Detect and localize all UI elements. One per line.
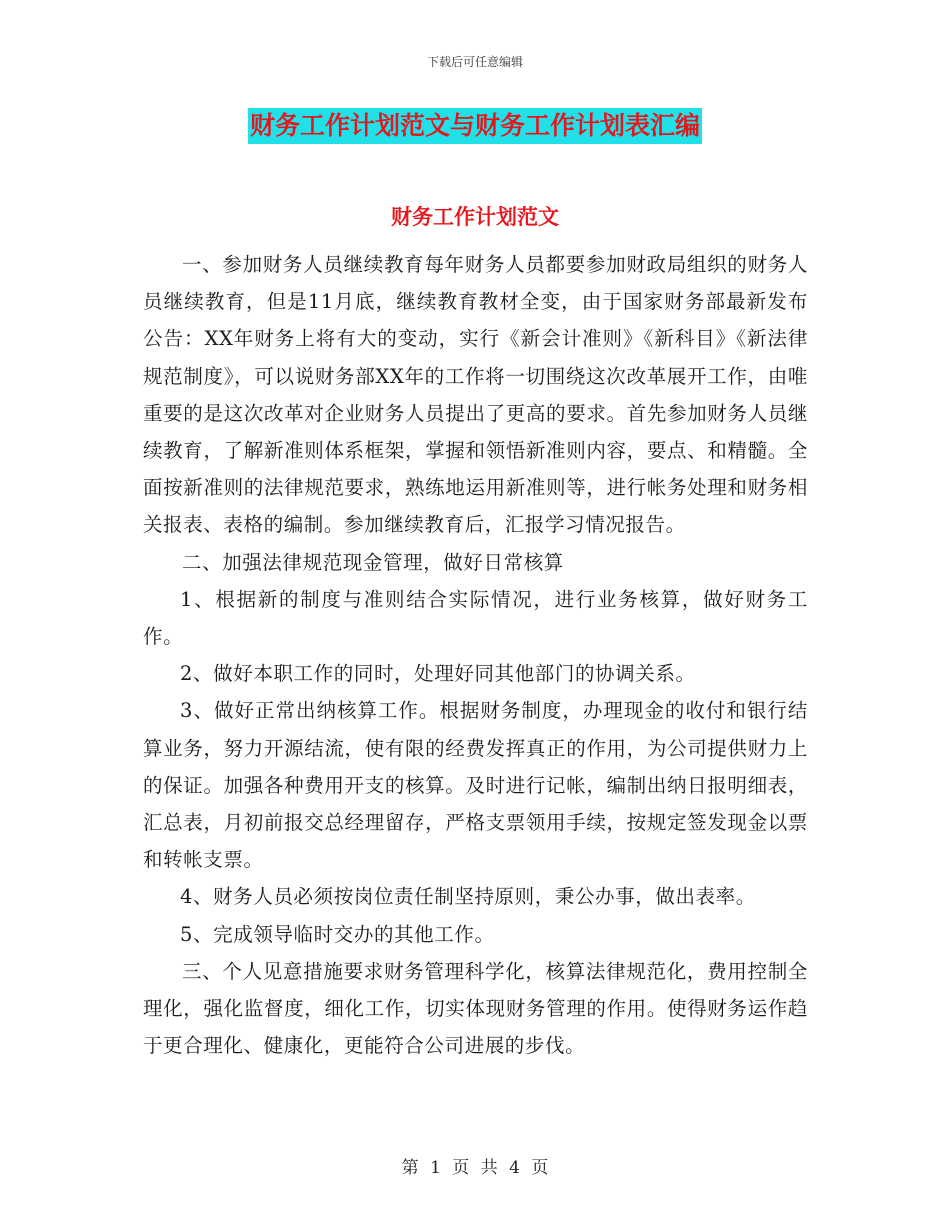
paragraph: 1、根据新的制度与准则结合实际情况，进行业务核算，做好财务工作。: [143, 587, 808, 649]
paragraph: 2、做好本职工作的同时，处理好同其他部门的协调关系。: [180, 662, 696, 686]
paragraph: 3、做好正常出纳核算工作。根据财务制度，办理现金的收付和银行结算业务，努力开源结流，使有限的经费发挥真正的作用，为公司提供财力上的保证。加强各种费用开支的核算。及时进行记帐，编制出纳日报明细表，汇总表，月初前报交总经理留存，严格支票领用手续，按规定签发现金以票和转帐支票。: [143, 699, 808, 872]
paragraph: 一、参加财务人员继续教育每年财务人员都要参加财政局组织的财务人员继续教育，但是11月底，继续教育教材全变，由于国家财务部最新发布公告：XX年财务上将有大的变动，实行《新会计准则》《新科目》《新法律规范制度》，可以说财务部XX年的工作将一切围绕这次改革展开工作，由唯重要的是这次改革对企业财务人员提出了更高的要求。首先参加财务人员继续教育，了解新准则体系框架，掌握和领悟新准则内容，要点、和精髓。全面按新准则的法律规范要求，熟练地运用新准则等，进行帐务处理和财务相关报表、表格的编制。参加继续教育后，汇报学习情况报告。: [143, 253, 808, 537]
main-title-container: [0, 108, 950, 144]
paragraph: 5、完成领导临时交办的其他工作。: [180, 922, 495, 946]
paragraph: 4、财务人员必须按岗位责任制坚持原则，秉公办事，做出表率。: [180, 885, 756, 909]
paragraph: 三、个人见意措施要求财务管理科学化，核算法律规范化，费用控制全理化，强化监督度，细化工作，切实体现财务管理的作用。使得财务运作趋于更合理化、健康化，更能符合公司进展的步伐。: [143, 959, 808, 1058]
body-text: [143, 246, 808, 1064]
header-note: 下载后可任意编辑: [426, 55, 523, 69]
main-title: 财务工作计划范文与财务工作计划表汇编: [248, 108, 702, 144]
page-footer: 第 1 页 共 4 页: [401, 1158, 549, 1178]
section-title: 财务工作计划范文: [391, 204, 559, 229]
paragraph: 二、加强法律规范现金管理，做好日常核算: [182, 550, 564, 574]
